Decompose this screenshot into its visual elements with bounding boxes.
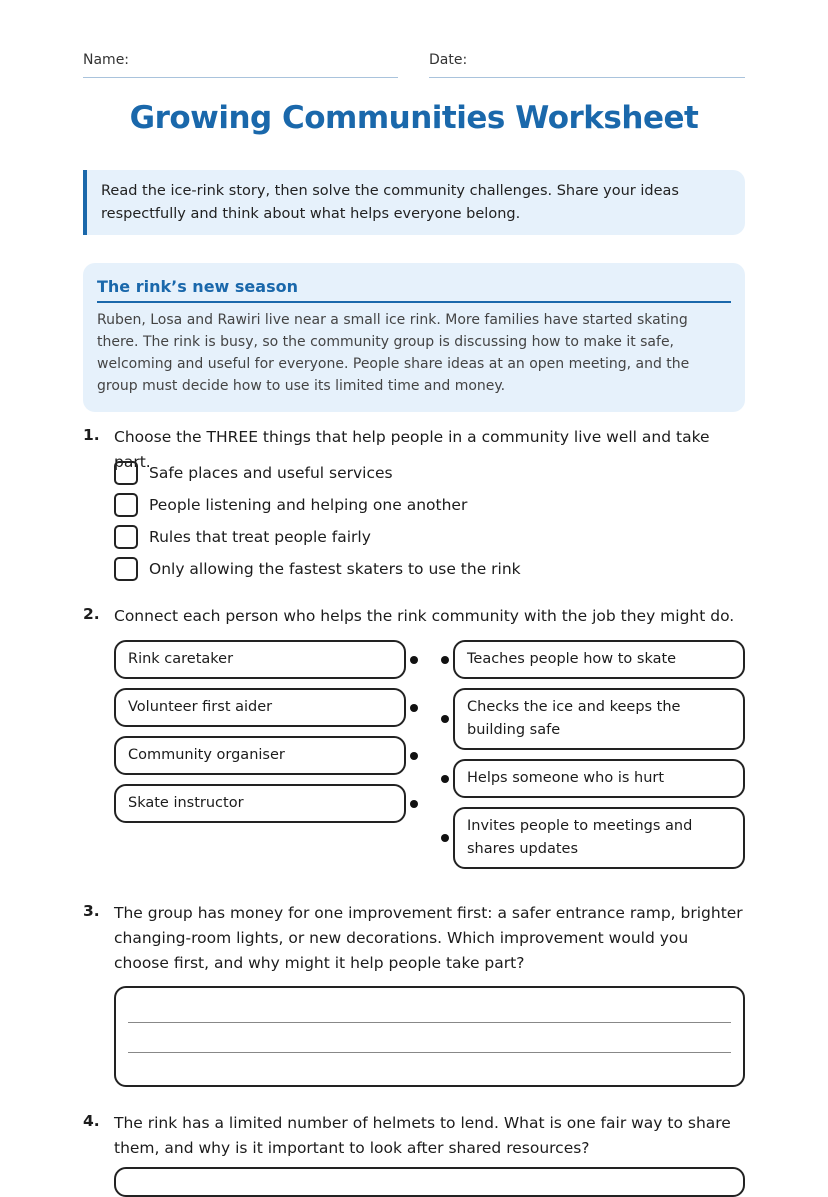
checkbox[interactable]: [114, 525, 138, 549]
match-left-item[interactable]: [114, 784, 406, 823]
match-right-item[interactable]: [453, 688, 745, 750]
match-dot[interactable]: [410, 656, 418, 664]
q1-option[interactable]: [114, 492, 467, 518]
checkbox[interactable]: [114, 557, 138, 581]
q1-option[interactable]: [114, 460, 393, 486]
match-left-item[interactable]: [114, 688, 406, 727]
q3-text: The group has money for one improvement first: a safer entrance ramp, brighter changing-room lights, or new decorations. Which improvement would you choose first, and why might it help people take part?: [114, 904, 743, 972]
match-right-label: Teaches people how to skate: [467, 651, 677, 667]
q1-option-label: Only allowing the fastest skaters to use the rink: [149, 560, 521, 578]
q1-number: 1.: [83, 426, 100, 444]
q4-answer-box[interactable]: [114, 1167, 745, 1197]
match-dot[interactable]: [410, 800, 418, 808]
checkbox[interactable]: [114, 493, 138, 517]
q2-number: 2.: [83, 605, 100, 623]
match-right-item[interactable]: [453, 640, 745, 679]
match-right-label: Checks the ice and keeps the building safe: [467, 699, 681, 738]
match-left-item[interactable]: [114, 736, 406, 775]
answer-line: [128, 1052, 731, 1053]
date-label: Date:: [429, 52, 468, 68]
q1-option-label: People listening and helping one another: [149, 496, 468, 514]
match-left-label: Rink caretaker: [128, 651, 234, 667]
checkbox[interactable]: [114, 461, 138, 485]
match-right-label: Helps someone who is hurt: [467, 770, 665, 786]
match-left-label: Volunteer first aider: [128, 699, 273, 715]
match-dot[interactable]: [441, 656, 449, 664]
q2-text: Connect each person who helps the rink community with the job they might do.: [114, 607, 735, 625]
q1-option[interactable]: [114, 556, 521, 582]
q1-text: Choose the THREE things that help people in a community live well and take part.: [114, 428, 710, 471]
match-dot[interactable]: [441, 834, 449, 842]
match-left-label: Community organiser: [128, 747, 285, 763]
match-dot[interactable]: [410, 704, 418, 712]
q1-option-label: Rules that treat people fairly: [149, 528, 371, 546]
story-text: Ruben, Losa and Rawiri live near a small ice rink. More families have started skating there. The rink is busy, so the community group is discussing how to make it safe, welcoming and useful for everyone. People share ideas at an open meeting, and the group must decide how to use its limited time and money.: [97, 312, 690, 394]
match-right-label: Invites people to meetings and shares updates: [467, 818, 693, 857]
date-field[interactable]: [429, 52, 745, 78]
name-label: Name:: [83, 52, 130, 68]
q3-number: 3.: [83, 902, 100, 920]
match-dot[interactable]: [441, 715, 449, 723]
q3-answer-box[interactable]: [114, 986, 745, 1087]
match-right-item[interactable]: [453, 807, 745, 869]
match-left-item[interactable]: [114, 640, 406, 679]
match-right-item[interactable]: [453, 759, 745, 798]
q4-number: 4.: [83, 1112, 100, 1130]
q1-option[interactable]: [114, 524, 371, 550]
name-field[interactable]: [83, 52, 398, 78]
q1-option-label: Safe places and useful services: [149, 464, 393, 482]
q4-text: The rink has a limited number of helmets to lend. What is one fair way to share them, and why is it important to look after shared resources?: [114, 1114, 731, 1157]
match-dot[interactable]: [410, 752, 418, 760]
answer-line: [128, 1022, 731, 1023]
match-dot[interactable]: [441, 775, 449, 783]
match-left-label: Skate instructor: [128, 795, 244, 811]
intro-callout: Read the ice-rink story, then solve the community challenges. Share your ideas respectfully and think about what helps everyone belong.: [83, 170, 745, 235]
story-box: [83, 263, 745, 412]
story-heading: The rink’s new season: [97, 277, 731, 303]
page-title: Growing Communities Worksheet: [129, 100, 699, 136]
